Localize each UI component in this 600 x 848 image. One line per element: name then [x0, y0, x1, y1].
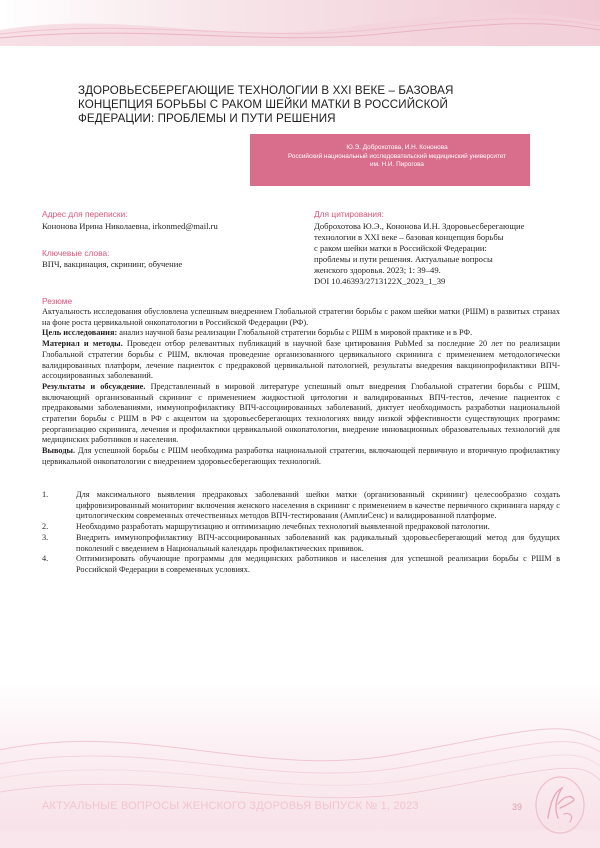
abstract-conclusions [42, 446, 560, 467]
item-text: Оптимизировать обучающие программы для медицинских работников и населения для успешной реализации борьбы с РШМ в Российской Федерации в современных условиях. [76, 554, 560, 574]
citation-text [314, 221, 564, 287]
methods-label: Материал и методы. [42, 339, 123, 349]
list-item [42, 522, 560, 533]
abstract-results [42, 382, 560, 446]
methods-text: Проведен отбор релевантных публикаций в научной базе цитирования PubMed за последние 20 лет по реализации Глобальной стратегии борьбы с РШМ, включая проведение организованного цервикального скрининга с применением методологически валидированных платформ, лечение пациенток с предраковой цервикальной патологией, результаты внедрения вакцинопрофилактики ВПЧ-ассоциированных заболеваний. [42, 339, 560, 381]
top-decorative-band [0, 0, 600, 46]
abstract-aim [42, 328, 560, 339]
title-line-1: ЗДОРОВЬЕСБЕРЕГАЮЩИЕ ТЕХНОЛОГИИ В XXI ВЕКЕ – БАЗОВАЯ [78, 84, 454, 97]
citation-label: Для цитирования: [314, 209, 384, 219]
bottom-decorative-background [0, 680, 600, 848]
item-number: 1. [42, 490, 49, 499]
keywords-value: ВПЧ, вакцинация, скрининг, обучение [42, 259, 183, 269]
correspondence-label: Адрес для переписки: [42, 209, 128, 219]
citation-line: Доброхотова Ю.Э., Кононова И.Н. Здоровьесберегающие [314, 221, 525, 231]
aim-text: анализ научной базы реализации Глобальной стратегии борьбы с РШМ в мировой практике и в РФ. [117, 328, 473, 338]
abstract-label: Резюме [42, 296, 73, 306]
list-item [42, 490, 560, 522]
item-number: 4. [42, 554, 49, 564]
authors-box [250, 134, 530, 186]
results-label: Результаты и обсуждение. [42, 381, 146, 391]
abstract-body [42, 307, 560, 468]
list-item [42, 533, 560, 554]
conclusions-label: Выводы. [42, 446, 76, 456]
item-number: 2. [42, 522, 49, 532]
keywords-label: Ключевые слова: [42, 248, 110, 258]
page-number: 39 [512, 802, 523, 812]
wave-decoration [0, 0, 600, 46]
citation-line: с раком шейки матки в Российской Федерации: [314, 243, 487, 253]
journal-logo-icon [532, 774, 588, 836]
citation-line: технологии в XXI веке – базовая концепция борьбы [314, 232, 504, 242]
conclusions-list [42, 490, 560, 576]
aim-label: Цель исследования: [42, 328, 118, 338]
title-line-3: ФЕДЕРАЦИИ: ПРОБЛЕМЫ И ПУТИ РЕШЕНИЯ [78, 112, 336, 125]
citation-line: проблемы и пути решения. Актуальные вопросы [314, 254, 493, 264]
abstract-intro: Актуальность исследования обусловлена успешным внедрением Глобальной стратегии борьбы с раком шейки матки (РШМ) в развитых странах на фоне роста цервикальной онкопатологии в Российской Федерации (РФ). [42, 307, 560, 327]
affiliation-line-2: им. Н.И. Пирогова [370, 161, 424, 168]
list-item [42, 554, 560, 575]
results-text: Представленный в мировой литературе успешный опыт внедрения Глобальной стратегии борьбы с РШМ, включающий организованный скрининг с применением жидкостной цитологии и валидированных ВПЧ-тестов, лечение пациенток с предраковыми заболеваниями, иммунопрофилактику ВПЧ-ассоциированных заболеваний, диктует необходимость разработки национальной стратегии борьбы с РШМ в РФ с акцентом на здоровьесберегающих технологиях ввиду низкой эффективности существующих программ: реорганизацию скрининга, лечения и профилактики цервикальной онкопатологии, внедрение инновационных образовательных технологий для медицинских работников и населения. [42, 381, 560, 445]
abstract-methods [42, 339, 560, 382]
bottom-wave-decoration [0, 680, 600, 848]
item-text: Для максимального выявления предраковых заболеваний шейки матки (организованный скрининг) целесообразно создать цифровизированный мониторинг включения женского населения в скрининг с применением в качестве первичного скрининга наряду с цитологическим современных отечественных методов ВПЧ-тестирования (АмплиСенс) и валидированной платформе. [76, 490, 560, 521]
journal-footer: АКТУАЛЬНЫЕ ВОПРОСЫ ЖЕНСКОГО ЗДОРОВЬЯ ВЫПУСК № 1, 2023 [42, 800, 419, 812]
item-text: Внедрить иммунопрофилактику ВПЧ-ассоциированных заболеваний как радикальный здоровьесберегающий метод для будущих поколений с введением в Национальный календарь профилактических прививок. [76, 532, 560, 553]
correspondence-value: Кононова Ирина Николаевна, irkonmed@mail.ru [42, 221, 218, 231]
item-text: Необходимо разработать маршрутизацию и оптимизацию лечебных технологий выявленной предраковой патологии. [76, 522, 490, 532]
affiliation-line-1: Российский национальный исследовательский медицинский университет [287, 152, 507, 160]
citation-line: женского здоровья. 2023; 1: 39–49. [314, 265, 441, 275]
title-line-2: КОНЦЕПЦИЯ БОРЬБЫ С РАКОМ ШЕЙКИ МАТКИ В РОССИЙСКОЙ [78, 98, 448, 111]
article-title [78, 84, 498, 126]
item-number: 3. [42, 532, 49, 542]
conclusions-text: Для успешной борьбы с РШМ необходима разработка национальной стратегии, включающей первичную и вторичную профилактику цервикальной онкопатологии с внедрением здоровьесберегающих технологий. [42, 446, 560, 466]
citation-doi: DOI 10.46393/2713122X_2023_1_39 [314, 276, 446, 286]
authors: Ю.Э. Доброхотова, И.Н. Кононова [346, 144, 448, 151]
